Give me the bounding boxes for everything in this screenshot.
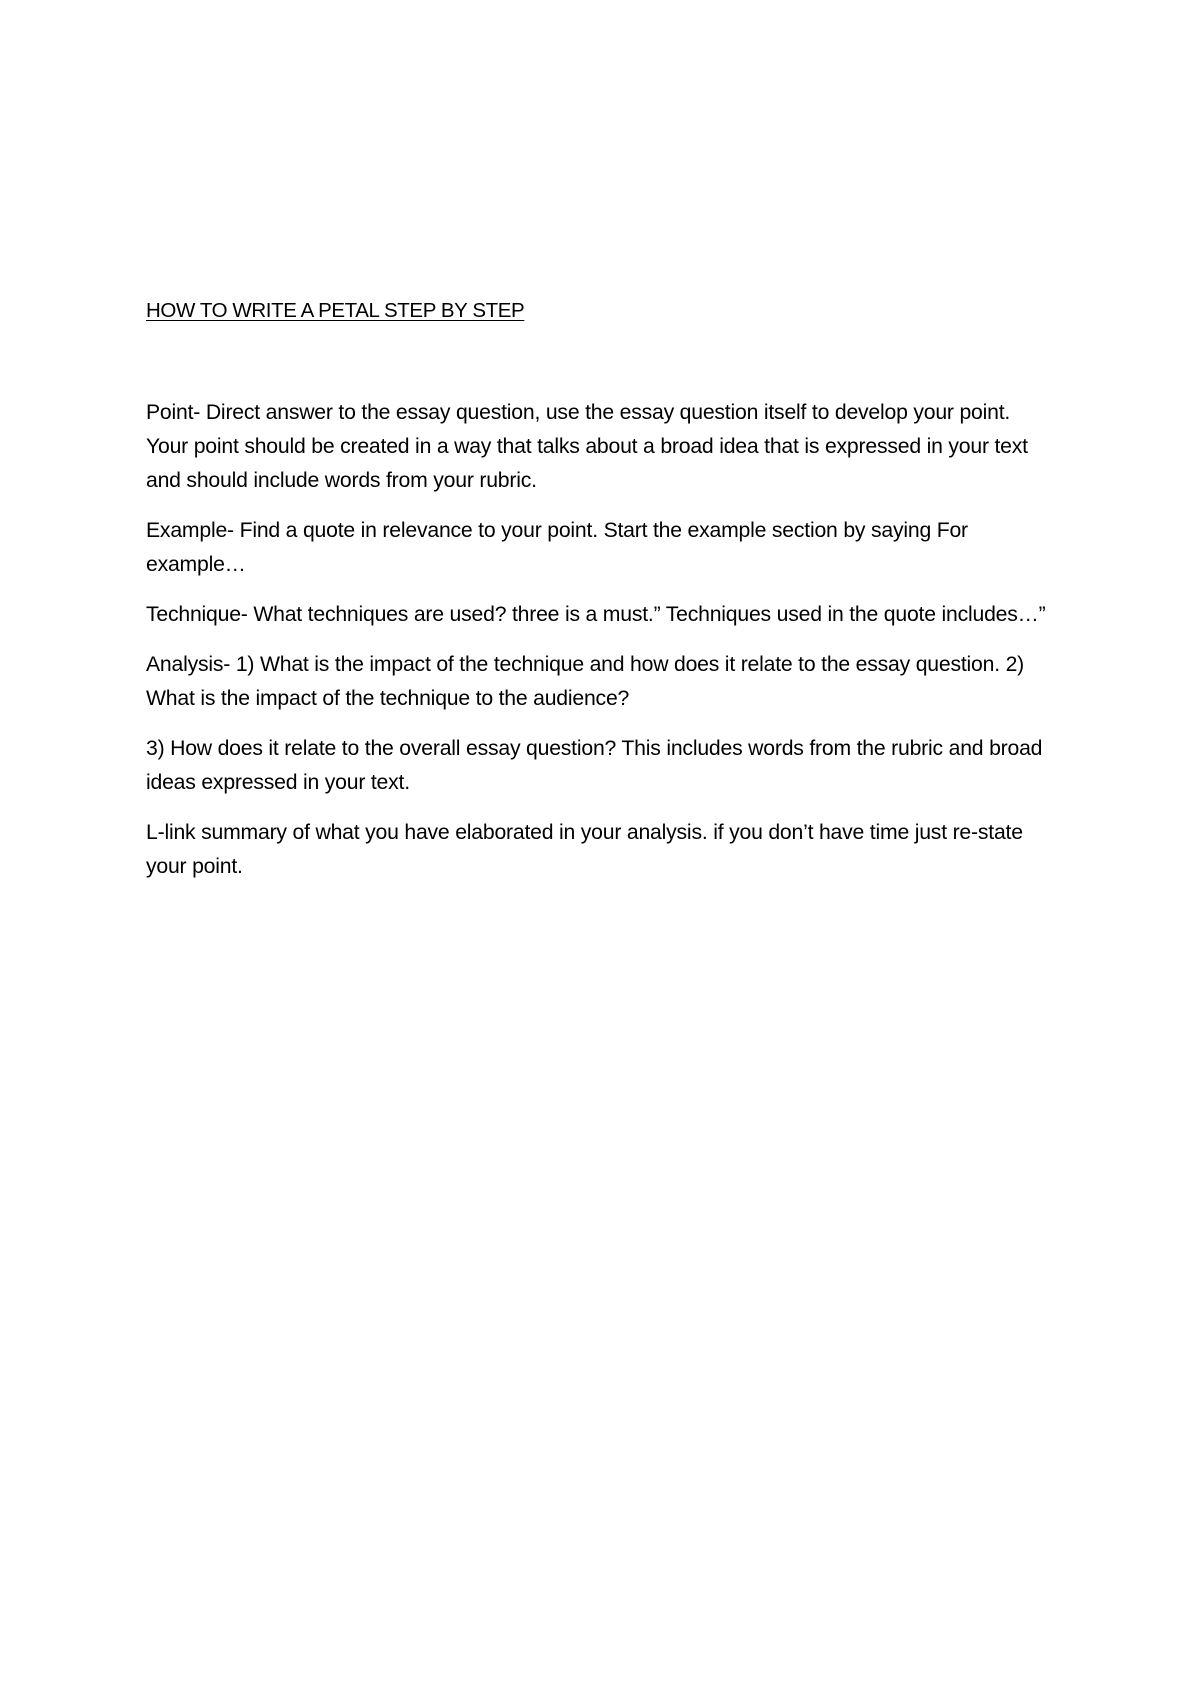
paragraph-point: Point- Direct answer to the essay question, use the essay question itself to develop your point. Your point should be created in a way that talks about a broad idea that is expressed in your text and should include words from your rubric. — [146, 401, 1028, 492]
paragraph-link: L-link summary of what you have elaborated in your analysis. if you don’t have time just re-state your point. — [146, 821, 1023, 878]
document-title: HOW TO WRITE A PETAL STEP BY STEP — [146, 299, 525, 322]
paragraph-analysis-continued: 3) How does it relate to the overall essay question? This includes words from the rubric and broad ideas expressed in your text. — [146, 737, 1043, 794]
document-body — [146, 296, 1046, 900]
paragraph-example: Example- Find a quote in relevance to your point. Start the example section by saying For example… — [146, 519, 968, 576]
paragraph-technique: Technique- What techniques are used? three is a must.” Techniques used in the quote includes…” — [146, 603, 1046, 626]
paragraph-analysis: Analysis- 1) What is the impact of the technique and how does it relate to the essay question. 2) What is the impact of the technique to the audience? — [146, 653, 1025, 710]
